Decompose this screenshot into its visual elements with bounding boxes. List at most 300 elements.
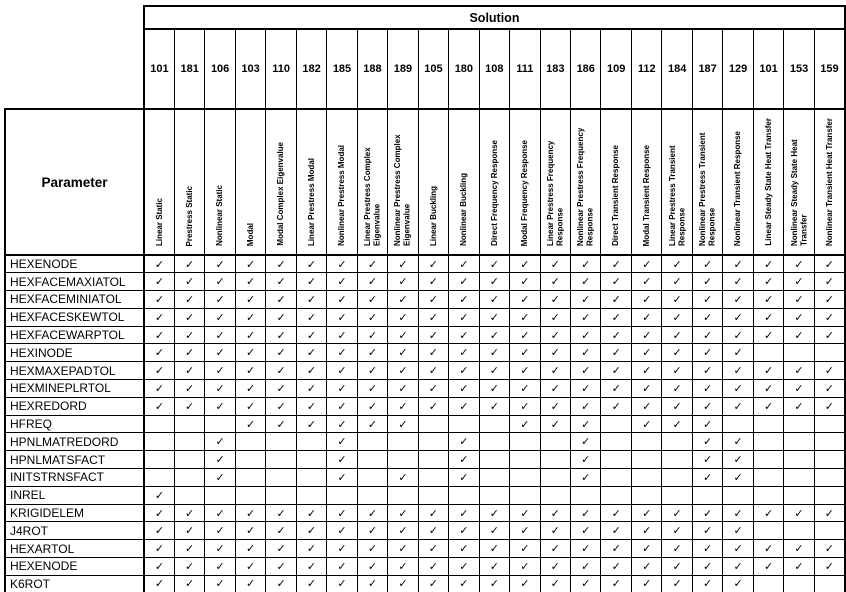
check-mark: ✓ bbox=[571, 415, 601, 433]
check-mark: ✓ bbox=[571, 362, 601, 380]
table-row bbox=[5, 558, 845, 576]
check-mark: ✓ bbox=[510, 291, 540, 309]
check-mark: ✓ bbox=[266, 362, 296, 380]
check-mark: ✓ bbox=[174, 397, 204, 415]
check-mark: ✓ bbox=[327, 308, 357, 326]
parameter-name: HPNLMATREDORD bbox=[5, 433, 144, 451]
check-mark: ✓ bbox=[662, 362, 692, 380]
check-mark: ✓ bbox=[418, 558, 448, 576]
check-mark: ✓ bbox=[753, 255, 783, 273]
check-mark: ✓ bbox=[327, 451, 357, 469]
solution-label: Nonlinear Prestress Transient Response bbox=[698, 132, 717, 246]
empty-cell bbox=[388, 486, 418, 504]
check-mark: ✓ bbox=[327, 273, 357, 291]
check-mark: ✓ bbox=[357, 397, 387, 415]
check-mark: ✓ bbox=[631, 273, 661, 291]
empty-cell bbox=[205, 415, 235, 433]
check-mark: ✓ bbox=[174, 362, 204, 380]
check-mark: ✓ bbox=[631, 308, 661, 326]
parameter-name: INITSTRNSFACT bbox=[5, 469, 144, 487]
check-mark: ✓ bbox=[692, 504, 722, 522]
check-mark: ✓ bbox=[479, 308, 509, 326]
check-mark: ✓ bbox=[601, 326, 631, 344]
solution-label: Nonlinear Buckling bbox=[459, 173, 469, 246]
check-mark: ✓ bbox=[205, 308, 235, 326]
check-mark: ✓ bbox=[692, 362, 722, 380]
check-mark: ✓ bbox=[357, 344, 387, 362]
empty-cell bbox=[418, 433, 448, 451]
check-mark: ✓ bbox=[357, 255, 387, 273]
check-mark: ✓ bbox=[631, 326, 661, 344]
check-mark: ✓ bbox=[327, 558, 357, 576]
solution-label-cell bbox=[174, 109, 204, 255]
check-mark: ✓ bbox=[601, 397, 631, 415]
check-mark: ✓ bbox=[418, 326, 448, 344]
check-mark: ✓ bbox=[418, 344, 448, 362]
empty-cell bbox=[662, 486, 692, 504]
check-mark: ✓ bbox=[571, 575, 601, 592]
empty-cell bbox=[296, 433, 326, 451]
check-mark: ✓ bbox=[723, 433, 753, 451]
empty-cell bbox=[631, 469, 661, 487]
check-mark: ✓ bbox=[266, 558, 296, 576]
empty-cell bbox=[601, 469, 631, 487]
check-mark: ✓ bbox=[479, 362, 509, 380]
solution-label: Linear Steady State Heat Transfer bbox=[763, 118, 773, 246]
table-row bbox=[5, 451, 845, 469]
solution-label: Modal Transient Response bbox=[641, 144, 651, 246]
check-mark: ✓ bbox=[266, 344, 296, 362]
check-mark: ✓ bbox=[388, 415, 418, 433]
check-mark: ✓ bbox=[388, 469, 418, 487]
check-mark: ✓ bbox=[205, 397, 235, 415]
check-mark: ✓ bbox=[357, 558, 387, 576]
table-row bbox=[5, 291, 845, 309]
parameter-name: HEXINODE bbox=[5, 344, 144, 362]
solution-label-cell bbox=[601, 109, 631, 255]
parameter-name: HPNLMATSFACT bbox=[5, 451, 144, 469]
empty-cell bbox=[174, 451, 204, 469]
check-mark: ✓ bbox=[327, 504, 357, 522]
empty-cell bbox=[266, 486, 296, 504]
check-mark: ✓ bbox=[540, 540, 570, 558]
solution-label: Nonlinear Prestress Complex Eigenvalue bbox=[393, 134, 412, 246]
check-mark: ✓ bbox=[388, 397, 418, 415]
check-mark: ✓ bbox=[235, 308, 265, 326]
solution-label-cell bbox=[692, 109, 722, 255]
table-row bbox=[5, 362, 845, 380]
empty-cell bbox=[571, 486, 601, 504]
parameter-name: KRIGIDELEM bbox=[5, 504, 144, 522]
check-mark: ✓ bbox=[510, 575, 540, 592]
check-mark: ✓ bbox=[753, 558, 783, 576]
empty-cell bbox=[235, 451, 265, 469]
solution-label-cell bbox=[296, 109, 326, 255]
check-mark: ✓ bbox=[296, 255, 326, 273]
check-mark: ✓ bbox=[327, 362, 357, 380]
empty-cell bbox=[449, 415, 479, 433]
check-mark: ✓ bbox=[357, 540, 387, 558]
check-mark: ✓ bbox=[449, 273, 479, 291]
solution-label: Direct Transient Response bbox=[611, 145, 621, 246]
solution-code: 159 bbox=[814, 29, 845, 109]
check-mark: ✓ bbox=[753, 380, 783, 398]
empty-cell bbox=[235, 469, 265, 487]
empty-cell bbox=[235, 486, 265, 504]
check-mark: ✓ bbox=[540, 504, 570, 522]
check-mark: ✓ bbox=[571, 255, 601, 273]
check-mark: ✓ bbox=[662, 273, 692, 291]
parameter-name: HEXENODE bbox=[5, 558, 144, 576]
check-mark: ✓ bbox=[266, 380, 296, 398]
check-mark: ✓ bbox=[692, 469, 722, 487]
parameter-solution-matrix bbox=[4, 5, 846, 592]
check-mark: ✓ bbox=[296, 273, 326, 291]
check-mark: ✓ bbox=[205, 469, 235, 487]
check-mark: ✓ bbox=[449, 433, 479, 451]
check-mark: ✓ bbox=[235, 380, 265, 398]
empty-cell bbox=[479, 469, 509, 487]
check-mark: ✓ bbox=[296, 397, 326, 415]
check-mark: ✓ bbox=[327, 540, 357, 558]
empty-cell bbox=[601, 415, 631, 433]
empty-cell bbox=[296, 486, 326, 504]
solution-label: Nonlinear Static bbox=[215, 185, 225, 246]
check-mark: ✓ bbox=[235, 273, 265, 291]
check-mark: ✓ bbox=[205, 326, 235, 344]
check-mark: ✓ bbox=[571, 380, 601, 398]
check-mark: ✓ bbox=[510, 540, 540, 558]
solution-label-cell bbox=[266, 109, 296, 255]
empty-cell bbox=[449, 486, 479, 504]
empty-cell bbox=[266, 469, 296, 487]
empty-cell bbox=[662, 451, 692, 469]
check-mark: ✓ bbox=[266, 255, 296, 273]
solution-label-cell bbox=[479, 109, 509, 255]
check-mark: ✓ bbox=[479, 326, 509, 344]
check-mark: ✓ bbox=[296, 540, 326, 558]
empty-cell bbox=[784, 469, 814, 487]
check-mark: ✓ bbox=[449, 558, 479, 576]
check-mark: ✓ bbox=[296, 415, 326, 433]
empty-cell bbox=[479, 451, 509, 469]
check-mark: ✓ bbox=[723, 362, 753, 380]
check-mark: ✓ bbox=[753, 273, 783, 291]
check-mark: ✓ bbox=[449, 362, 479, 380]
empty-cell bbox=[784, 575, 814, 592]
check-mark: ✓ bbox=[266, 291, 296, 309]
check-mark: ✓ bbox=[662, 344, 692, 362]
check-mark: ✓ bbox=[814, 291, 845, 309]
empty-cell bbox=[388, 433, 418, 451]
check-mark: ✓ bbox=[631, 415, 661, 433]
check-mark: ✓ bbox=[449, 344, 479, 362]
check-mark: ✓ bbox=[327, 344, 357, 362]
check-mark: ✓ bbox=[296, 291, 326, 309]
check-mark: ✓ bbox=[753, 504, 783, 522]
table-row bbox=[5, 504, 845, 522]
check-mark: ✓ bbox=[418, 362, 448, 380]
check-mark: ✓ bbox=[235, 344, 265, 362]
check-mark: ✓ bbox=[692, 273, 722, 291]
empty-cell bbox=[388, 451, 418, 469]
check-mark: ✓ bbox=[479, 558, 509, 576]
check-mark: ✓ bbox=[296, 575, 326, 592]
solution-label: Nonlinear Prestress Frequency Response bbox=[576, 127, 595, 246]
check-mark: ✓ bbox=[631, 291, 661, 309]
check-mark: ✓ bbox=[662, 291, 692, 309]
solution-label-cell bbox=[723, 109, 753, 255]
check-mark: ✓ bbox=[266, 522, 296, 540]
empty-cell bbox=[144, 433, 174, 451]
check-mark: ✓ bbox=[388, 522, 418, 540]
check-mark: ✓ bbox=[723, 522, 753, 540]
empty-cell bbox=[814, 344, 845, 362]
parameter-name: HEXFACEWARPTOL bbox=[5, 326, 144, 344]
check-mark: ✓ bbox=[479, 504, 509, 522]
check-mark: ✓ bbox=[479, 255, 509, 273]
check-mark: ✓ bbox=[662, 540, 692, 558]
empty-cell bbox=[266, 451, 296, 469]
check-mark: ✓ bbox=[266, 540, 296, 558]
solution-code: 105 bbox=[418, 29, 448, 109]
table-row bbox=[5, 540, 845, 558]
table-row bbox=[5, 522, 845, 540]
check-mark: ✓ bbox=[388, 540, 418, 558]
empty-cell bbox=[631, 451, 661, 469]
check-mark: ✓ bbox=[388, 504, 418, 522]
empty-cell bbox=[814, 451, 845, 469]
check-mark: ✓ bbox=[723, 397, 753, 415]
empty-cell bbox=[235, 433, 265, 451]
solution-label: Nonlinear Transient Response bbox=[733, 130, 743, 246]
solution-code: 185 bbox=[327, 29, 357, 109]
check-mark: ✓ bbox=[753, 362, 783, 380]
check-mark: ✓ bbox=[692, 291, 722, 309]
empty-cell bbox=[540, 451, 570, 469]
check-mark: ✓ bbox=[418, 540, 448, 558]
solution-label: Modal Complex Eigenvalue bbox=[276, 142, 286, 246]
parameter-header: Parameter bbox=[5, 109, 144, 255]
parameter-name: HEXREDORD bbox=[5, 397, 144, 415]
check-mark: ✓ bbox=[571, 291, 601, 309]
solution-label: Modal Frequency Response bbox=[520, 139, 530, 246]
check-mark: ✓ bbox=[144, 575, 174, 592]
check-mark: ✓ bbox=[449, 451, 479, 469]
empty-cell bbox=[510, 486, 540, 504]
check-mark: ✓ bbox=[814, 326, 845, 344]
solution-label-cell bbox=[540, 109, 570, 255]
solution-label: Linear Static bbox=[154, 197, 164, 246]
check-mark: ✓ bbox=[723, 344, 753, 362]
check-mark: ✓ bbox=[174, 504, 204, 522]
empty-cell bbox=[753, 344, 783, 362]
solution-code: 110 bbox=[266, 29, 296, 109]
solution-label: Linear Buckling bbox=[428, 185, 438, 246]
check-mark: ✓ bbox=[662, 575, 692, 592]
check-mark: ✓ bbox=[296, 326, 326, 344]
check-mark: ✓ bbox=[235, 397, 265, 415]
check-mark: ✓ bbox=[601, 308, 631, 326]
table-row bbox=[5, 273, 845, 291]
solution-label: Prestress Static bbox=[184, 185, 194, 246]
check-mark: ✓ bbox=[510, 415, 540, 433]
check-mark: ✓ bbox=[235, 362, 265, 380]
empty-cell bbox=[601, 433, 631, 451]
solution-code: 180 bbox=[449, 29, 479, 109]
empty-cell bbox=[814, 575, 845, 592]
check-mark: ✓ bbox=[784, 380, 814, 398]
solution-label-cell bbox=[662, 109, 692, 255]
empty-cell bbox=[784, 344, 814, 362]
empty-cell bbox=[692, 486, 722, 504]
check-mark: ✓ bbox=[296, 504, 326, 522]
check-mark: ✓ bbox=[449, 308, 479, 326]
solution-label-cell bbox=[388, 109, 418, 255]
empty-cell bbox=[174, 486, 204, 504]
empty-cell bbox=[540, 486, 570, 504]
empty-cell bbox=[174, 415, 204, 433]
check-mark: ✓ bbox=[601, 522, 631, 540]
solution-code: 188 bbox=[357, 29, 387, 109]
check-mark: ✓ bbox=[814, 308, 845, 326]
solution-label: Linear Prestress Complex Eigenvalue bbox=[362, 147, 382, 246]
check-mark: ✓ bbox=[327, 433, 357, 451]
check-mark: ✓ bbox=[723, 308, 753, 326]
solution-code: 109 bbox=[601, 29, 631, 109]
solution-label-cell bbox=[753, 109, 783, 255]
check-mark: ✓ bbox=[753, 540, 783, 558]
check-mark: ✓ bbox=[510, 522, 540, 540]
check-mark: ✓ bbox=[418, 575, 448, 592]
check-mark: ✓ bbox=[205, 273, 235, 291]
empty-cell bbox=[784, 486, 814, 504]
solution-code: 112 bbox=[631, 29, 661, 109]
check-mark: ✓ bbox=[327, 380, 357, 398]
empty-cell bbox=[510, 469, 540, 487]
empty-cell bbox=[357, 469, 387, 487]
check-mark: ✓ bbox=[540, 326, 570, 344]
check-mark: ✓ bbox=[571, 469, 601, 487]
empty-cell bbox=[662, 469, 692, 487]
solution-label-cell bbox=[814, 109, 845, 255]
check-mark: ✓ bbox=[723, 469, 753, 487]
check-mark: ✓ bbox=[631, 362, 661, 380]
check-mark: ✓ bbox=[692, 326, 722, 344]
empty-cell bbox=[631, 433, 661, 451]
check-mark: ✓ bbox=[601, 540, 631, 558]
empty-cell bbox=[784, 451, 814, 469]
solution-label: Modal bbox=[245, 222, 255, 246]
solution-label: Linear Prestress Transient Response bbox=[667, 145, 687, 246]
parameter-name: HEXFACESKEWTOL bbox=[5, 308, 144, 326]
check-mark: ✓ bbox=[266, 273, 296, 291]
check-mark: ✓ bbox=[266, 397, 296, 415]
empty-cell bbox=[601, 451, 631, 469]
check-mark: ✓ bbox=[144, 291, 174, 309]
check-mark: ✓ bbox=[266, 504, 296, 522]
empty-cell bbox=[144, 415, 174, 433]
check-mark: ✓ bbox=[784, 558, 814, 576]
check-mark: ✓ bbox=[205, 344, 235, 362]
check-mark: ✓ bbox=[540, 380, 570, 398]
check-mark: ✓ bbox=[571, 451, 601, 469]
check-mark: ✓ bbox=[327, 255, 357, 273]
empty-cell bbox=[784, 522, 814, 540]
check-mark: ✓ bbox=[784, 291, 814, 309]
empty-cell bbox=[662, 433, 692, 451]
empty-cell bbox=[814, 415, 845, 433]
check-mark: ✓ bbox=[601, 255, 631, 273]
parameter-name: HEXENODE bbox=[5, 255, 144, 273]
check-mark: ✓ bbox=[692, 344, 722, 362]
check-mark: ✓ bbox=[571, 344, 601, 362]
solution-code: 183 bbox=[540, 29, 570, 109]
check-mark: ✓ bbox=[571, 558, 601, 576]
check-mark: ✓ bbox=[205, 540, 235, 558]
check-mark: ✓ bbox=[540, 362, 570, 380]
empty-cell bbox=[753, 415, 783, 433]
empty-cell bbox=[814, 522, 845, 540]
check-mark: ✓ bbox=[510, 326, 540, 344]
check-mark: ✓ bbox=[814, 397, 845, 415]
check-mark: ✓ bbox=[388, 558, 418, 576]
check-mark: ✓ bbox=[418, 504, 448, 522]
empty-cell bbox=[753, 469, 783, 487]
check-mark: ✓ bbox=[205, 522, 235, 540]
solution-label-cell bbox=[571, 109, 601, 255]
solution-code: 111 bbox=[510, 29, 540, 109]
solution-code: 187 bbox=[692, 29, 722, 109]
solution-code: 106 bbox=[205, 29, 235, 109]
check-mark: ✓ bbox=[174, 380, 204, 398]
solution-code: 101 bbox=[144, 29, 174, 109]
check-mark: ✓ bbox=[814, 273, 845, 291]
check-mark: ✓ bbox=[540, 522, 570, 540]
check-mark: ✓ bbox=[601, 504, 631, 522]
check-mark: ✓ bbox=[388, 255, 418, 273]
check-mark: ✓ bbox=[601, 362, 631, 380]
empty-cell bbox=[540, 433, 570, 451]
solution-code: 186 bbox=[571, 29, 601, 109]
check-mark: ✓ bbox=[144, 273, 174, 291]
check-mark: ✓ bbox=[814, 255, 845, 273]
check-mark: ✓ bbox=[784, 362, 814, 380]
check-mark: ✓ bbox=[601, 380, 631, 398]
check-mark: ✓ bbox=[510, 344, 540, 362]
solution-label: Nonlinear Steady State Heat Transfer bbox=[789, 139, 809, 246]
check-mark: ✓ bbox=[571, 522, 601, 540]
solution-label-cell bbox=[631, 109, 661, 255]
empty-cell bbox=[418, 415, 448, 433]
check-mark: ✓ bbox=[174, 575, 204, 592]
solution-header: Solution bbox=[144, 6, 845, 29]
check-mark: ✓ bbox=[235, 575, 265, 592]
check-mark: ✓ bbox=[479, 522, 509, 540]
check-mark: ✓ bbox=[205, 504, 235, 522]
check-mark: ✓ bbox=[540, 344, 570, 362]
check-mark: ✓ bbox=[449, 291, 479, 309]
check-mark: ✓ bbox=[479, 575, 509, 592]
empty-cell bbox=[753, 451, 783, 469]
check-mark: ✓ bbox=[510, 397, 540, 415]
check-mark: ✓ bbox=[357, 380, 387, 398]
check-mark: ✓ bbox=[296, 558, 326, 576]
check-mark: ✓ bbox=[174, 540, 204, 558]
check-mark: ✓ bbox=[662, 255, 692, 273]
solution-label: Linear Prestress Frequency Response bbox=[545, 140, 565, 246]
check-mark: ✓ bbox=[510, 380, 540, 398]
